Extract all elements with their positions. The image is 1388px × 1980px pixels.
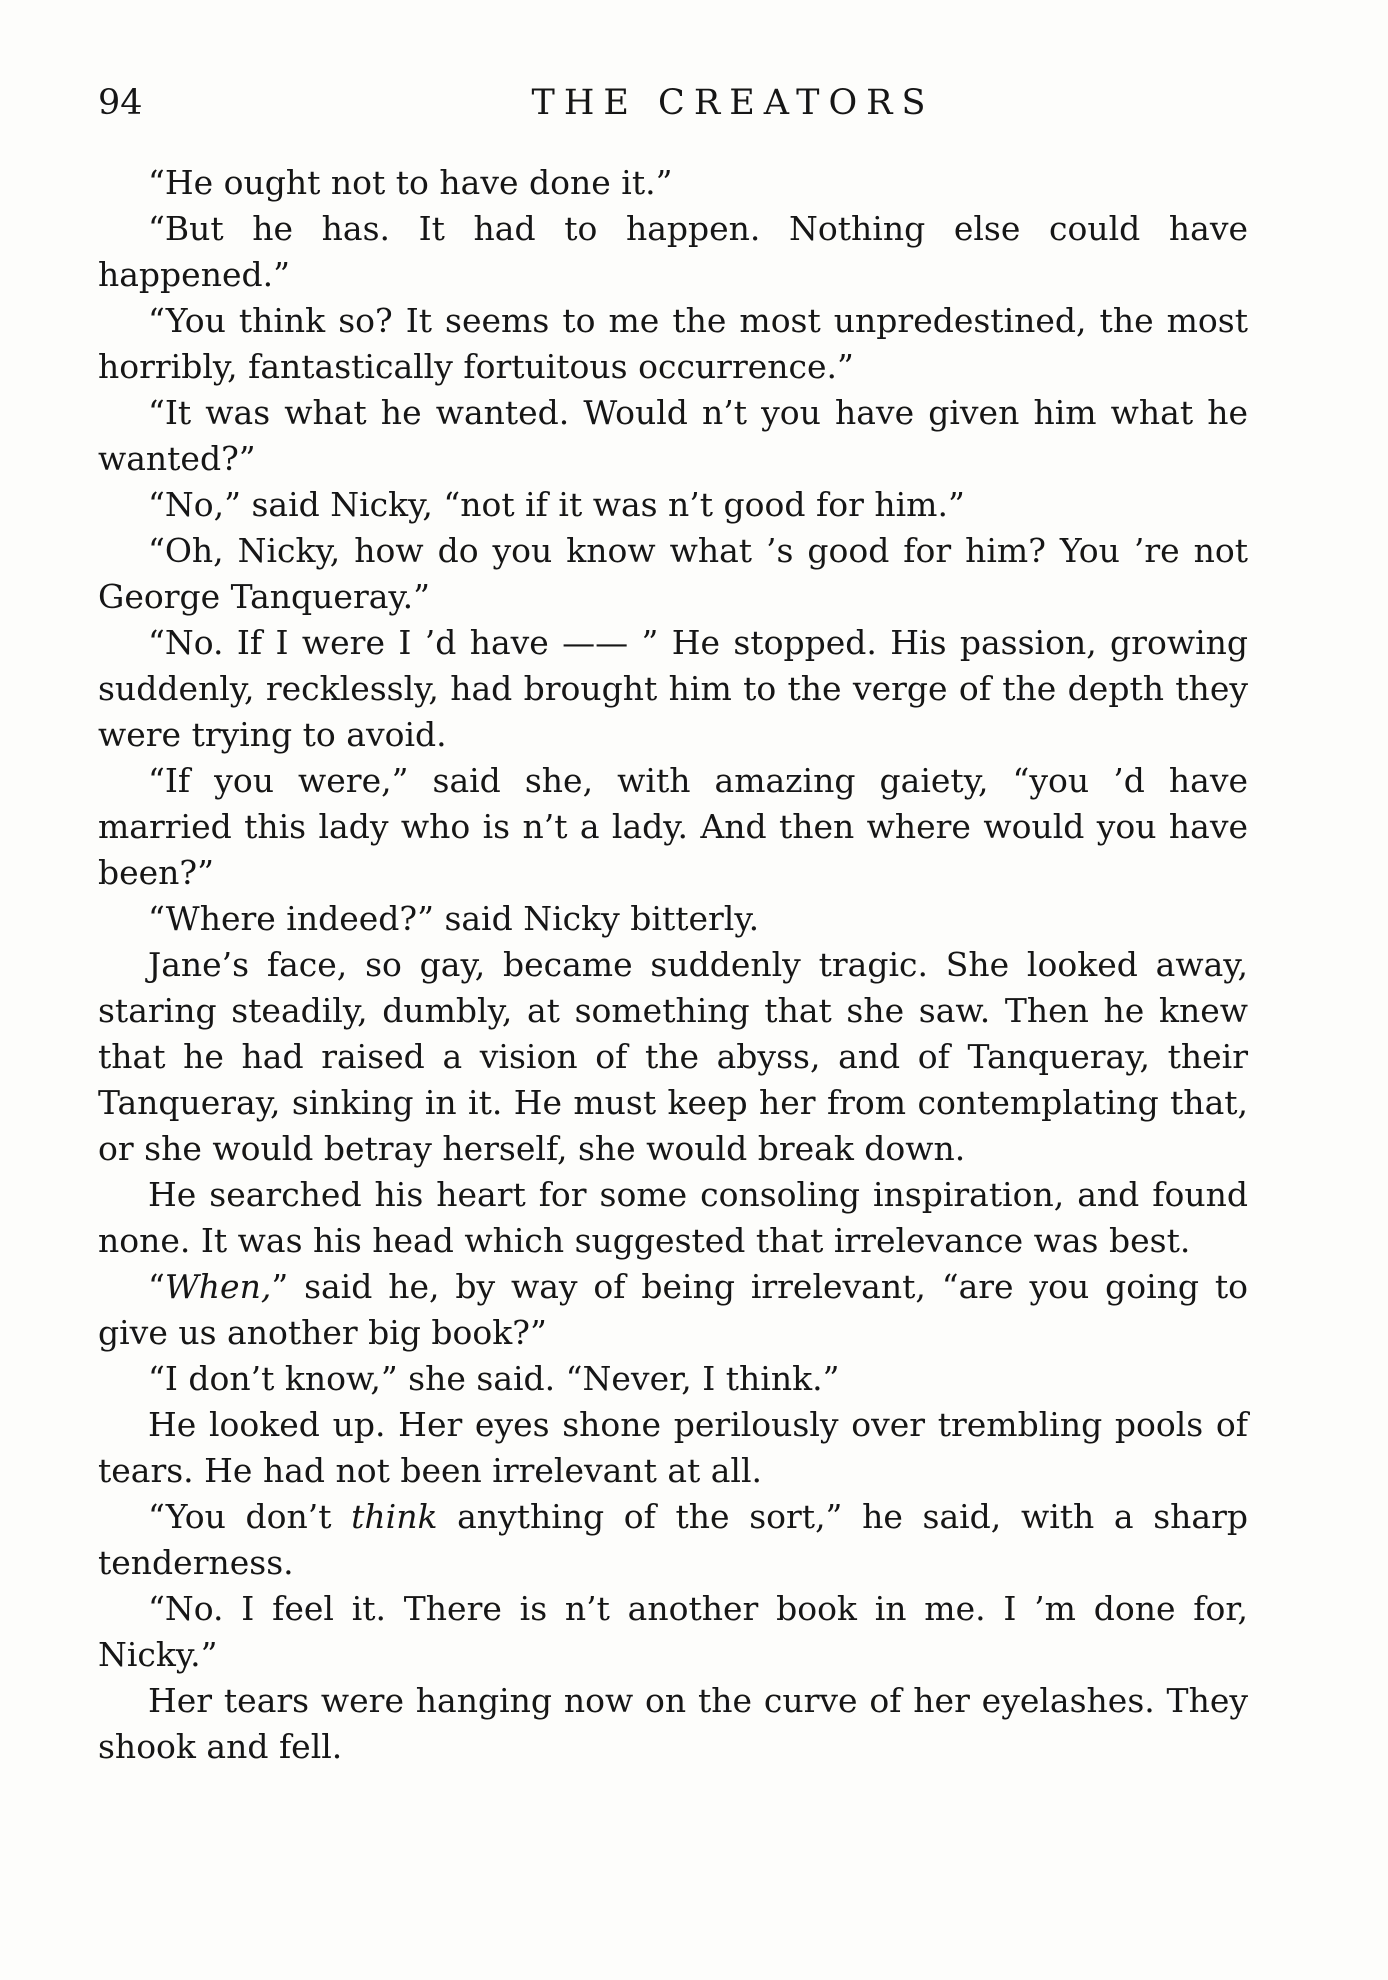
paragraph: “No. If I were I ’d have —— ” He stopped. His passion, growing suddenly, recklessly, had brought him to the verge of the depth they were trying to avoid. bbox=[98, 623, 1248, 754]
body-text bbox=[98, 160, 1248, 1770]
paragraph: “No. I feel it. There is n’t another book in me. I ’m done for, Nicky.” bbox=[98, 1589, 1248, 1674]
emphasis-text: When, bbox=[164, 1267, 272, 1306]
paragraph: “No,” said Nicky, “not if it was n’t good for him.” bbox=[148, 485, 965, 524]
running-title: THE CREATORS bbox=[531, 83, 935, 123]
paragraph: “I don’t know,” she said. “Never, I think.” bbox=[148, 1359, 840, 1398]
text-run: ” said he, by way of being irrelevant, “are you going to give us another big book?” bbox=[98, 1267, 1248, 1352]
paragraph: “Oh, Nicky, how do you know what ’s good for him? You ’re not George Tanqueray.” bbox=[98, 531, 1248, 616]
text-run: “You don’t bbox=[148, 1497, 352, 1536]
paragraph: “Where indeed?” said Nicky bitterly. bbox=[148, 899, 760, 938]
paragraph bbox=[98, 1264, 1248, 1356]
paragraph: “If you were,” said she, with amazing gaiety, “you ’d have married this lady who is n’t a lady. And then where would you have been?” bbox=[98, 761, 1248, 892]
paragraph: “You think so? It seems to me the most unpredestined, the most horribly, fantastically fortuitous occurrence.” bbox=[98, 301, 1248, 386]
page-header bbox=[98, 78, 1248, 128]
emphasis-text: think bbox=[351, 1497, 438, 1536]
page-number: 94 bbox=[98, 83, 143, 123]
paragraph: “It was what he wanted. Would n’t you have given him what he wanted?” bbox=[98, 393, 1248, 478]
paragraph: “But he has. It had to happen. Nothing else could have happened.” bbox=[98, 209, 1248, 294]
paragraph: Jane’s face, so gay, became suddenly tragic. She looked away, staring steadily, dumbly, at something that she saw. Then he knew that he had raised a vision of the abyss, and of Tanqueray, their Tanqueray, sinking in it. He must keep her from contemplating that, or she would betray herself, she would break down. bbox=[98, 945, 1248, 1168]
paragraph: He looked up. Her eyes shone perilously over trembling pools of tears. He had not been irrelevant at all. bbox=[98, 1405, 1248, 1490]
paragraph: He searched his heart for some consoling inspiration, and found none. It was his head which suggested that irrelevance was best. bbox=[98, 1175, 1248, 1260]
paragraph: Her tears were hanging now on the curve of her eyelashes. They shook and fell. bbox=[98, 1681, 1248, 1766]
paragraph: “He ought not to have done it.” bbox=[148, 163, 673, 202]
paragraph bbox=[98, 1494, 1248, 1586]
text-run: anything of the sort,” he said, with a sharp tenderness. bbox=[98, 1497, 1249, 1582]
text-run: “ bbox=[148, 1267, 165, 1306]
